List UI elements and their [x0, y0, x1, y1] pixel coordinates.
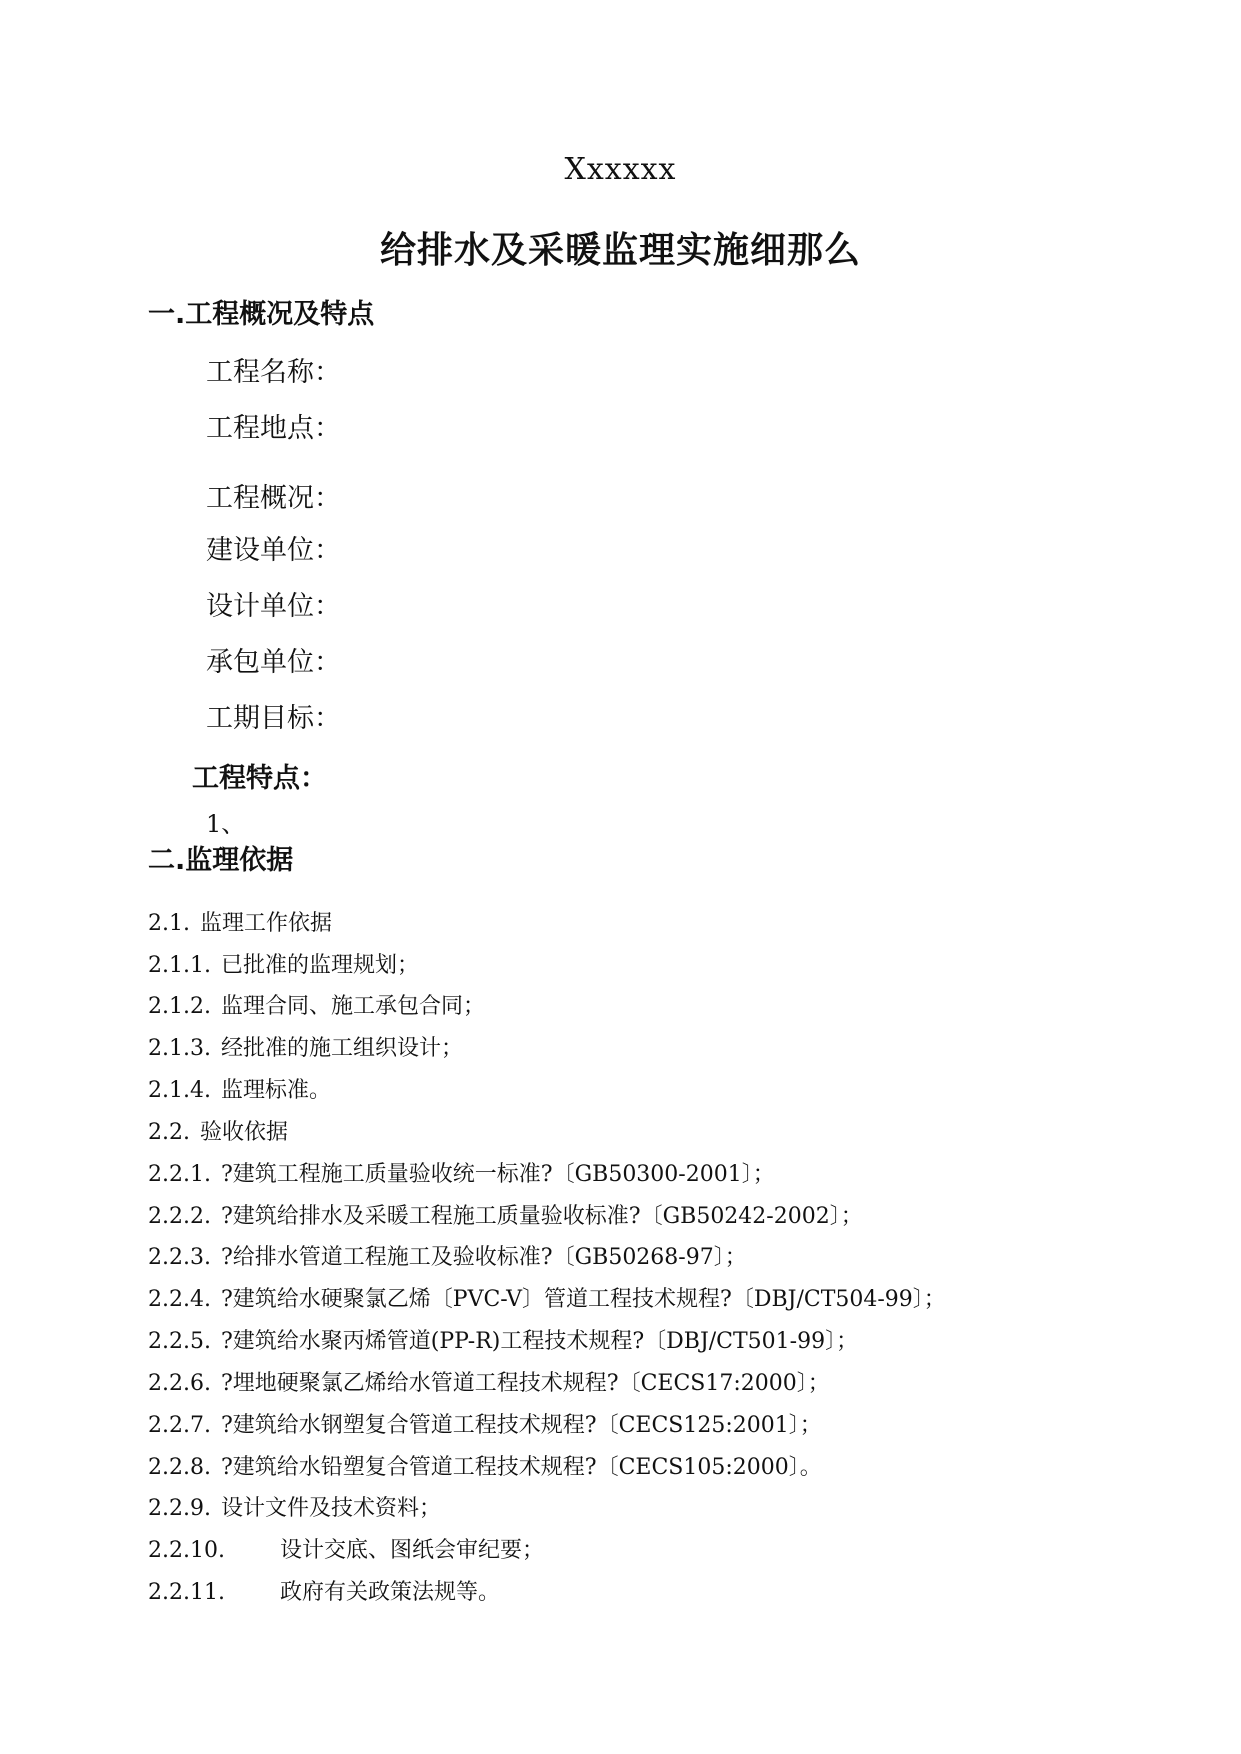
list-item-text: ?埋地硬聚氯乙烯给水管道工程技术规程?〔CECS17:2000〕； — [220, 1371, 830, 1396]
list-item-number: 2.2.5. — [148, 1329, 211, 1354]
list-item-number: 2.1.3. — [148, 1036, 211, 1061]
list-item — [148, 1031, 463, 1062]
list-item-number: 2.2.9. — [148, 1496, 211, 1521]
list-item-text: 监理工作依据 — [199, 911, 332, 936]
field-schedule-target: 工期目标： — [206, 703, 341, 734]
features-heading: 工程特点： — [192, 763, 327, 794]
list-item-number: 2.2. — [148, 1120, 190, 1145]
field-contractor: 承包单位： — [206, 647, 341, 678]
list-item — [148, 1157, 775, 1188]
field-project-location: 工程地点： — [206, 413, 341, 444]
list-item-text: 政府有关政策法规等。 — [280, 1580, 501, 1605]
list-item-text: ?建筑给水硬聚氯乙烯〔PVC-V〕管道工程技术规程?〔DBJ/CT504-99〕； — [220, 1287, 946, 1312]
field-project-overview: 工程概况： — [206, 483, 341, 514]
list-item — [148, 989, 485, 1020]
document-title-cn: 给排水及采暖监理实施细那么 — [379, 230, 861, 271]
list-item-text: 设计文件及技术资料； — [220, 1496, 441, 1521]
list-item-number: 2.1.2. — [148, 994, 211, 1019]
list-item-number: 2.1.4. — [148, 1078, 211, 1103]
list-item-number: 2.1. — [148, 911, 190, 936]
list-item-text: ?建筑给排水及采暖工程施工质量验收标准?〔GB50242-2002〕； — [220, 1204, 863, 1229]
list-item — [148, 1575, 500, 1606]
list-item-number: 2.2.4. — [148, 1287, 211, 1312]
list-item — [148, 1366, 830, 1397]
list-item-text: ?建筑给水聚丙烯管道(PP-R)工程技术规程?〔DBJ/CT501-99〕； — [220, 1329, 859, 1354]
list-item — [148, 1533, 544, 1564]
list-item-text: ?给排水管道工程施工及验收标准?〔GB50268-97〕； — [220, 1245, 747, 1270]
list-item-number: 2.2.3. — [148, 1245, 211, 1270]
list-item — [148, 1450, 822, 1481]
list-item — [148, 1408, 822, 1439]
list-item-text: 已批准的监理规划； — [220, 953, 419, 978]
list-item-text: ?建筑工程施工质量验收统一标准?〔GB50300-2001〕； — [220, 1162, 775, 1187]
list-item-text: 监理合同、施工承包合同； — [220, 994, 485, 1019]
list-item-text: ?建筑给水钢塑复合管道工程技术规程?〔CECS125:2001〕； — [220, 1413, 822, 1438]
list-item-text: 监理标准。 — [220, 1078, 331, 1103]
section1-heading: 一.工程概况及特点 — [148, 299, 375, 330]
field-owner: 建设单位： — [206, 535, 341, 566]
list-item — [148, 1073, 331, 1104]
list-item-number: 2.2.8. — [148, 1455, 211, 1480]
list-item-text: ?建筑给水铅塑复合管道工程技术规程?〔CECS105:2000〕。 — [220, 1455, 822, 1480]
field-project-name: 工程名称： — [206, 357, 341, 388]
list-item — [148, 948, 419, 979]
list-item-number: 2.2.10. — [148, 1538, 225, 1563]
list-item-number: 2.2.2. — [148, 1204, 211, 1229]
list-item-text: 设计交底、图纸会审纪要； — [280, 1538, 545, 1563]
list-item-number: 2.2.6. — [148, 1371, 211, 1396]
list-item — [148, 906, 332, 937]
list-item — [148, 1282, 946, 1313]
list-item-text: 经批准的施工组织设计； — [220, 1036, 463, 1061]
list-item — [148, 1240, 747, 1271]
list-item — [148, 1324, 858, 1355]
list-item — [148, 1115, 288, 1146]
list-item — [148, 1199, 863, 1230]
document-title-en: Xxxxxx — [564, 152, 677, 187]
features-item-1: 1、 — [206, 810, 246, 838]
list-item-number: 2.2.1. — [148, 1162, 211, 1187]
list-item-number: 2.2.7. — [148, 1413, 211, 1438]
field-designer: 设计单位： — [206, 591, 341, 622]
list-item-text: 验收依据 — [199, 1120, 288, 1145]
section2-heading: 二.监理依据 — [148, 845, 294, 876]
list-item-number: 2.2.11. — [148, 1580, 225, 1605]
list-item — [148, 1491, 441, 1522]
list-item-number: 2.1.1. — [148, 953, 211, 978]
